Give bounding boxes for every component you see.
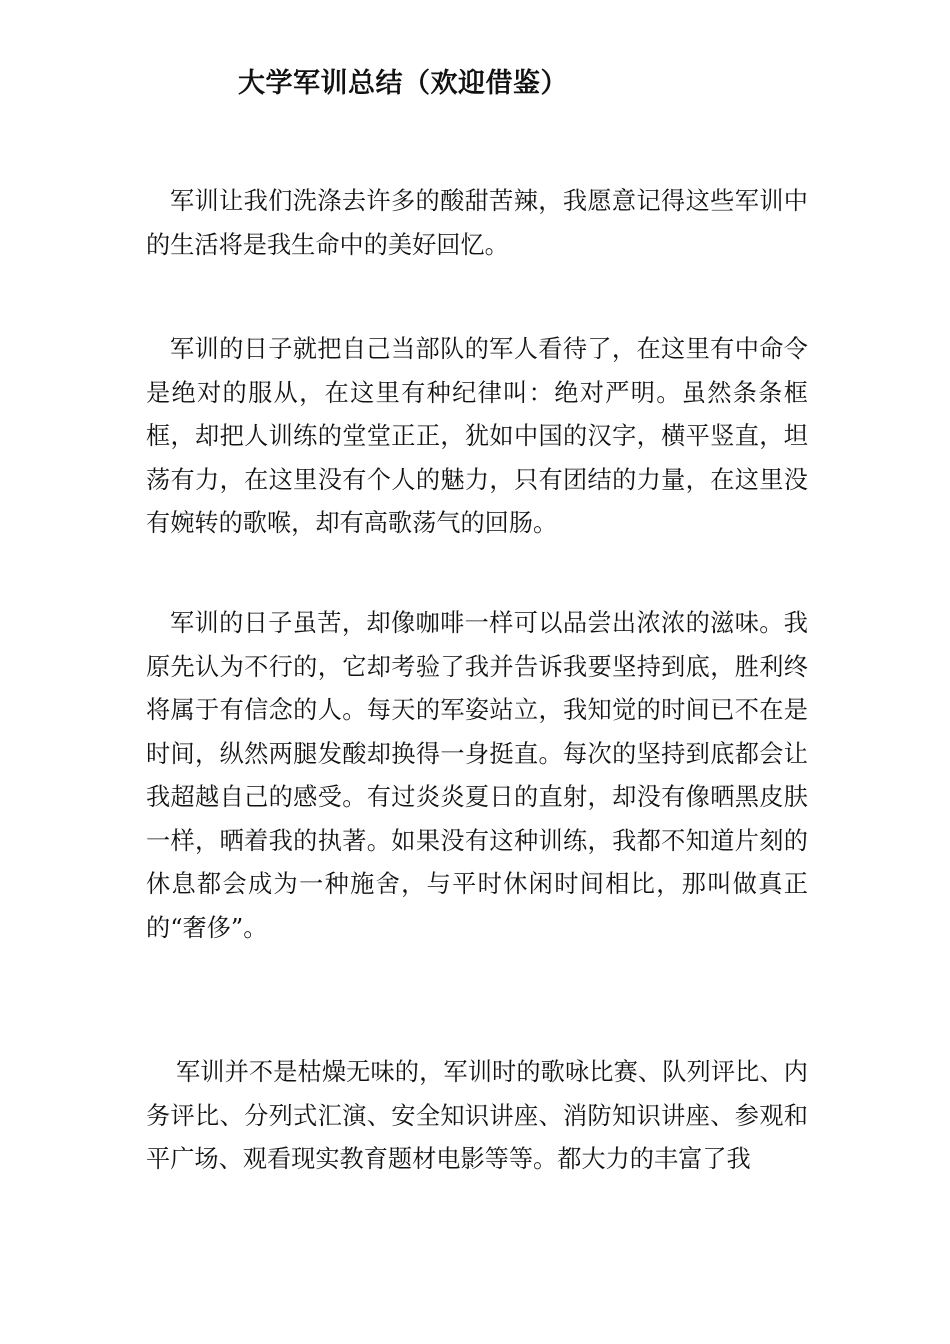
paragraph-3: 军训的日子虽苦，却像咖啡一样可以品尝出浓浓的滋味。我原先认为不行的，它却考验了我并告诉我要坚持到底，胜利终将属于有信念的人。每天的军姿站立，我知觉的时间已不在是时间，纵然两腿发酸却换得一身挺直。每次的坚持到底都会让我超越自己的感受。有过炎炎夏日的直射，却没有像晒黑皮肤一样，晒着我的执著。如果没有这种训练，我都不知道片刻的休息都会成为一种施舍，与平时休闲时间相比，那叫做真正的“奢侈”。 (146, 609, 808, 942)
paragraph-1: 军训让我们洗涤去许多的酸甜苦辣，我愿意记得这些军训中的生活将是我生命中的美好回忆。 (146, 187, 808, 259)
paragraph-4: 军训并不是枯燥无味的，军训时的歌咏比赛、队列评比、内务评比、分列式汇演、安全知识讲座、消防知识讲座、参观和平广场、观看现实教育题材电影等等。都大力的丰富了我 (146, 1058, 808, 1173)
paragraph-2: 军训的日子就把自己当部队的军人看待了，在这里有中命令是绝对的服从，在这里有种纪律叫：绝对严明。虽然条条框框，却把人训练的堂堂正正，犹如中国的汉字，横平竖直，坦荡有力，在这里没有个人的魅力，只有团结的力量，在这里没有婉转的歌喉，却有高歌荡气的回肠。 (146, 335, 808, 537)
document-title: 大学军训总结（欢迎借鉴） (238, 68, 568, 99)
